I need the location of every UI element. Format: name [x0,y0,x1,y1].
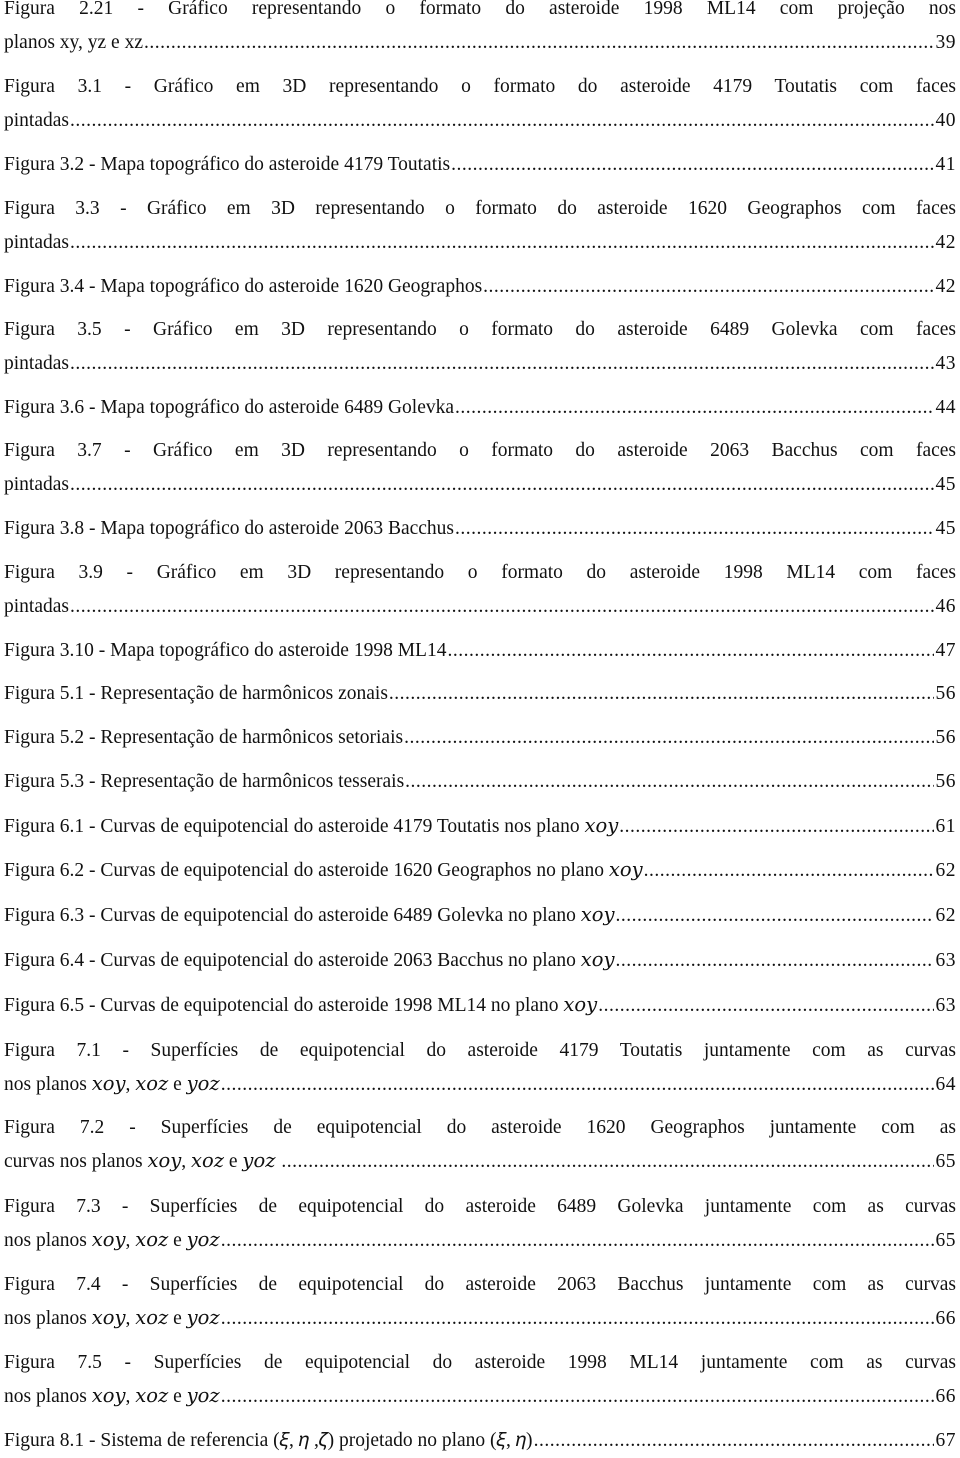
entry-title-line2: pintadas [4,353,69,374]
page-number: 44 [935,397,956,418]
toc-entry[interactable] [4,434,956,502]
entry-title-line1: Figura 7.3 - Superfícies de equipotencial do asteroide 6489 Golevka juntamente com as curvas [4,1196,956,1217]
dot-leader [70,590,934,624]
toc-entry[interactable] [4,721,956,755]
toc-entry[interactable] [4,148,956,182]
page-number: 47 [935,640,956,661]
page-number: 42 [935,232,956,253]
entry-title: Figura 3.4 - Mapa topográfico do asteroide 1620 Geographos [4,276,483,297]
dot-leader [619,810,933,844]
toc-entry[interactable] [4,192,956,260]
toc-entry[interactable] [4,556,956,624]
entry-title: Figura 3.6 - Mapa topográfico do asteroide 6489 Golevka [4,397,455,418]
toc-entry[interactable] [4,391,956,425]
page-number: 40 [935,110,956,131]
entry-title-line1: Figura 7.2 - Superfícies de equipotencial do asteroide 1620 Geographos juntamente com as [4,1117,956,1138]
toc-entry[interactable] [4,1190,956,1258]
toc-entry[interactable] [4,677,956,711]
entry-title-line2: pintadas [4,232,69,253]
entry-title-line2: pintadas [4,596,69,617]
entry-title: Figura 5.2 - Representação de harmônicos setoriais [4,727,404,748]
dot-leader [616,899,934,933]
entry-title: Figura 3.8 - Mapa topográfico do asteroide 2063 Bacchus [4,518,455,539]
toc-entry[interactable] [4,854,956,888]
entry-title: Figura 3.2 - Mapa topográfico do asteroide 4179 Toutatis [4,154,451,175]
page-number: 63 [935,950,956,971]
dot-leader [644,854,934,888]
entry-title-line2: nos planos 𝑥𝑜𝑦, 𝑥𝑜𝑧 e 𝑦𝑜𝑧 [4,1308,220,1329]
dot-leader [451,148,933,182]
toc-entry[interactable] [4,70,956,138]
toc-entry[interactable] [4,270,956,304]
page-number: 45 [935,518,956,539]
dot-leader [144,26,934,60]
entry-title-line1: Figura 3.7 - Gráfico em 3D representando o formato do asteroide 2063 Bacchus com faces [4,440,956,461]
dot-leader [447,634,933,668]
page-number: 66 [935,1386,956,1407]
dot-leader [70,104,934,138]
entry-title: Figura 6.3 - Curvas de equipotencial do asteroide 6489 Golevka no plano 𝑥𝑜𝑦 [4,905,615,926]
entry-title-line1: Figura 3.9 - Gráfico em 3D representando o formato do asteroide 1998 ML14 com faces [4,562,956,583]
page-number: 65 [935,1151,956,1172]
dot-leader [404,721,933,755]
entry-title: Figura 6.2 - Curvas de equipotencial do asteroide 1620 Geographos no plano 𝑥𝑜𝑦 [4,860,643,881]
toc-entry[interactable] [4,1034,956,1102]
entry-title-line2: pintadas [4,474,69,495]
entry-title-line1: Figura 3.5 - Gráfico em 3D representando o formato do asteroide 6489 Golevka com faces [4,319,956,340]
entry-title-line2: nos planos 𝑥𝑜𝑦, 𝑥𝑜𝑧 e 𝑦𝑜𝑧 [4,1386,220,1407]
toc-entry[interactable] [4,1111,956,1179]
page-number: 64 [935,1074,956,1095]
entry-title: Figura 8.1 - Sistema de referencia (𝜉, 𝜂 ,𝜁) projetado no plano (𝜉, 𝜂) [4,1430,533,1451]
dot-leader [534,1424,934,1458]
entry-title-line2: nos planos 𝑥𝑜𝑦, 𝑥𝑜𝑧 e 𝑦𝑜𝑧 [4,1230,220,1251]
toc-entry[interactable] [4,944,956,978]
page-number: 66 [935,1308,956,1329]
toc-entry[interactable] [4,0,956,60]
toc-entry[interactable] [4,1346,956,1414]
entry-title-line1: Figura 3.3 - Gráfico em 3D representando o formato do asteroide 1620 Geographos com faces [4,198,956,219]
entry-title: Figura 6.4 - Curvas de equipotencial do asteroide 2063 Bacchus no plano 𝑥𝑜𝑦 [4,950,615,971]
toc-entry[interactable] [4,1424,956,1458]
entry-title-line2: curvas nos planos 𝑥𝑜𝑦, 𝑥𝑜𝑧 e 𝑦𝑜𝑧 [4,1151,281,1172]
entry-title-line1: Figura 7.5 - Superfícies de equipotencial do asteroide 1998 ML14 juntamente com as curvas [4,1352,956,1373]
page-number: 42 [935,276,956,297]
entry-title-line1: Figura 3.1 - Gráfico em 3D representando o formato do asteroide 4179 Toutatis com faces [4,76,956,97]
page-number: 46 [935,596,956,617]
page-number: 62 [935,905,956,926]
toc-entry[interactable] [4,810,956,844]
toc-entry[interactable] [4,1268,956,1336]
dot-leader [455,391,933,425]
dot-leader [389,677,934,711]
dot-leader [70,226,934,260]
dot-leader [70,347,934,381]
entry-title-line2: nos planos 𝑥𝑜𝑦, 𝑥𝑜𝑧 e 𝑦𝑜𝑧 [4,1074,220,1095]
page-number: 39 [935,32,956,53]
dot-leader [405,765,933,799]
dot-leader [455,512,933,546]
entry-title: Figura 6.5 - Curvas de equipotencial do asteroide 1998 ML14 no plano 𝑥𝑜𝑦 [4,995,598,1016]
page-number: 41 [935,154,956,175]
entry-title-line1: Figura 7.4 - Superfícies de equipotencial do asteroide 2063 Bacchus juntamente com as curvas [4,1274,956,1295]
dot-leader [483,270,933,304]
dot-leader [598,989,933,1023]
entry-title: Figura 5.1 - Representação de harmônicos zonais [4,683,388,704]
toc-entry[interactable] [4,899,956,933]
page-number: 56 [935,683,956,704]
dot-leader [221,1302,934,1336]
entry-title-line1: Figura 2.21 - Gráfico representando o formato do asteroide 1998 ML14 com projeção nos [4,0,956,19]
dot-leader [221,1068,934,1102]
page-number: 67 [935,1430,956,1451]
toc-entry[interactable] [4,313,956,381]
toc-entry[interactable] [4,989,956,1023]
entry-title: Figura 6.1 - Curvas de equipotencial do asteroide 4179 Toutatis nos plano 𝑥𝑜𝑦 [4,816,619,837]
entry-title: Figura 5.3 - Representação de harmônicos tesserais [4,771,405,792]
page-number: 65 [935,1230,956,1251]
dot-leader [221,1224,934,1258]
entry-title: Figura 3.10 - Mapa topográfico do asteroide 1998 ML14 [4,640,447,661]
page-number: 56 [935,727,956,748]
page-number: 61 [935,816,956,837]
dot-leader [281,1145,933,1179]
dot-leader [70,468,934,502]
entry-title-line1: Figura 7.1 - Superfícies de equipotencial do asteroide 4179 Toutatis juntamente com as curvas [4,1040,956,1061]
toc-entry[interactable] [4,634,956,668]
page-number: 62 [935,860,956,881]
page-number: 63 [935,995,956,1016]
toc-entry[interactable] [4,765,956,799]
dot-leader [221,1380,934,1414]
page-number: 43 [935,353,956,374]
page-number: 45 [935,474,956,495]
dot-leader [616,944,934,978]
entry-title-line2: pintadas [4,110,69,131]
toc-entry[interactable] [4,512,956,546]
page-number: 56 [935,771,956,792]
entry-title-line2: planos xy, yz e xz [4,32,143,53]
